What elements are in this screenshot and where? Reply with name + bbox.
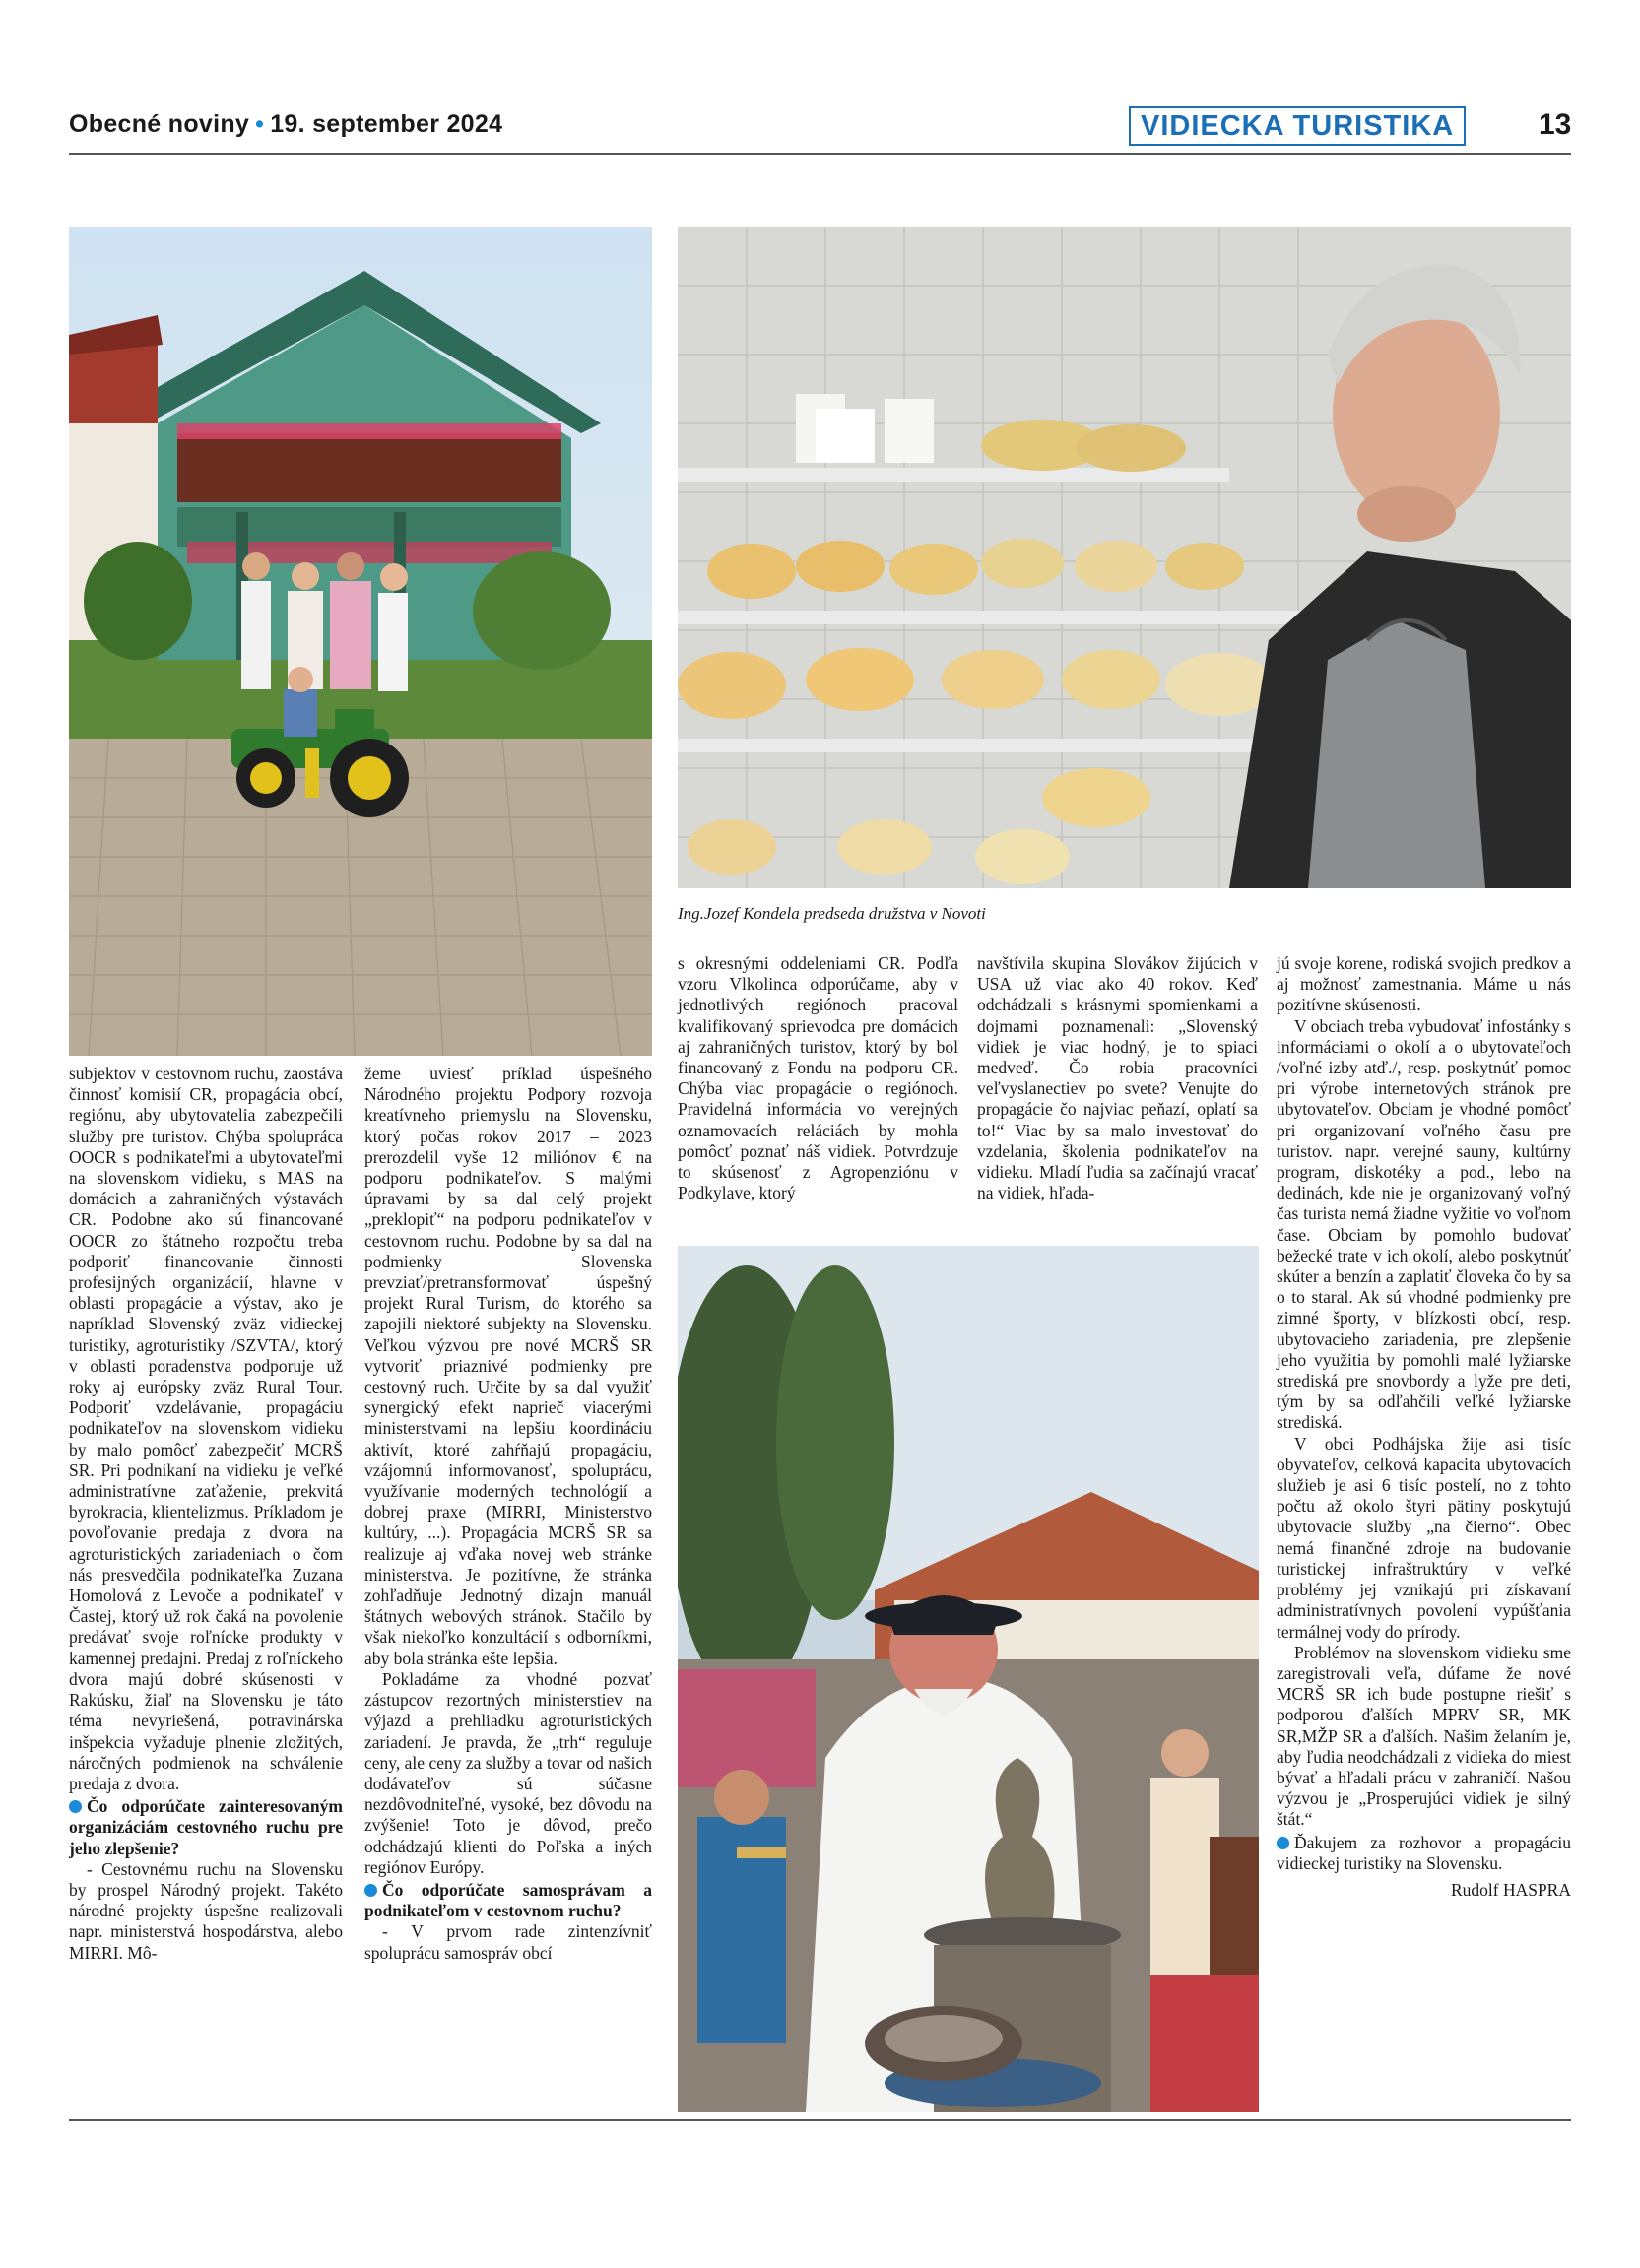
paragraph: - V prvom rade zintenzívniť spoluprácu samospráv obcí bbox=[364, 1921, 652, 1963]
publication-name: Obecné noviny bbox=[69, 110, 250, 138]
bullet-icon bbox=[364, 1884, 377, 1897]
interview-question: Čo odporúčate zainteresovaným organizáciám cestovného ruchu pre jeho zlepšenie? bbox=[69, 1796, 343, 1858]
page-header bbox=[69, 106, 1571, 146]
article-column-2 bbox=[364, 1064, 652, 1964]
paragraph: jú svoje korene, rodiská svojich predkov a aj možnosť zamestnania. Máme u nás pozitívne skúsenosti. bbox=[1277, 953, 1571, 1015]
paragraph: Problémov na slovenskom vidieku sme zaregistrovali veľa, dúfame že nové MCRŠ SR ich bude postupne riešiť s podporou ďalších MPRV SR, MK SR,MŽP SR a ďalších. Našim želaním je, aby ľudia neodchádzali z vidieka do miest bývať a hľadali prácu v zahraničí. Našou výzvou je „Prosperujúci vidiek je silný štát.“ bbox=[1277, 1642, 1571, 1830]
interview-question: Čo odporúčate samosprávam a podnikateľom v cestovnom ruchu? bbox=[364, 1879, 652, 1921]
article-column-4 bbox=[977, 953, 1258, 1203]
bullet-icon bbox=[1277, 1837, 1289, 1849]
cheese-photo bbox=[678, 227, 1571, 888]
paragraph: V obci Podhájska žije asi tisíc obyvateľov, celková kapacita ubytovacích služieb je asi 6 tisíc postelí, no z tohto počtu až okolo štyri pätiny poskytujú ubytovacie služby „na čierno“. Obec nemá finančné zdroje na budovanie turistickej infraštruktúry v veľké problémy jej vznikajú pri získavaní administratívnych povolení vypúšťania termálnej vody do prírody. bbox=[1277, 1433, 1571, 1642]
separator-dot: • bbox=[255, 110, 265, 138]
footer-rule bbox=[69, 2119, 1571, 2121]
paragraph: - Cestovnému ruchu na Slovensku by prospel Národný projekt. Takéto národné projekty úspešne realizovali napr. ministerstvá hospodárstva, alebo MIRRI. Mô- bbox=[69, 1858, 343, 1963]
bullet-icon bbox=[69, 1800, 82, 1813]
article-column-5 bbox=[1277, 953, 1571, 1901]
paragraph: Pokladáme za vhodné pozvať zástupcov rezortných ministerstiev na výjazd a prehliadku agroturistických zariadení. Je pravda, že „trh“ reguluje ceny, ale ceny za služby a tovar od našich dodávateľov sú súčasne nezdôvodniteľné, vysoké, bez dôvodu na zvýšenie! Toto je dôvod, prečo odchádzajú klienti do Poľska a iných regiónov Európy. bbox=[364, 1668, 652, 1877]
masthead bbox=[69, 110, 502, 139]
header-rule bbox=[69, 153, 1571, 155]
paragraph: V obciach treba vybudovať infostánky s informáciami o okolí a o ubytovateľoch /voľné izby atď./, resp. poskytnúť pomoc pri výrobe internetových stránok pre ubytovateľov. Obciam je vhodné pomôcť pri organizovaní voľného času pre turistov. napr. verejné sauny, kultúrny program, diskotéky a pod., lebo na dedinách, kde nie je organizovaný voľný čas turista nemá žiadne vyžitie vo voľnom čase. Obciam by pomohlo budovať bežecké trate v ich okolí, alebo poskytnúť skúter a benzín a zaplatiť človeka čo by sa o to staral. Ak sú vhodné podmienky pre zimné športy, v blízkosti obcí, resp. ubytovacieho zariadenia, pre zlepšenie jeho využitia by pomohli malé lyžiarske strediská pre snovbordy a lyže pre deti, tým by sa odľahčili veľké lyžiarske strediská. bbox=[1277, 1015, 1571, 1433]
potter-photo bbox=[678, 1246, 1259, 2112]
article-column-3 bbox=[678, 953, 958, 1203]
photo-caption: Ing.Jozef Kondela predseda družstva v Novoti bbox=[678, 904, 986, 923]
paragraph: žeme uviesť príklad úspešného Národného projektu Podpory rozvoja kreatívneho priemyslu na Slovensku, ktorý počas rokov 2017 – 2023 prerozdelil vyše 12 miliónov € na podporu podnikateľov. S malými úpravami by sa dal celý projekt „preklopiť“ na podporu podnikateľov v cestovnom ruchu. Podobne by sa dal na podmienky Slovenska prevziať/pretransformovať úspešný projekt Rural Turism, do ktorého sa zapojili niektoré subjekty na Slovensku. Veľkou výzvou pre nové MCRŠ SR vytvoriť priaznivé podmienky pre cestovný ruch. Určite by sa dal využiť synergický efekt naprieč viacerými ministerstvami na lepšiu koordináciu aktivít, ktoré zahŕňajú propagáciu, vzájomnú informovanosť, spoluprácu, využívanie moderných technológií a dobrej praxe (MIRRI, Ministerstvo kultúry, ...). Propagácia MCRŠ SR sa realizuje aj vďaka novej web stránke ministerstva. Je pozitívne, že stránka zohľadňuje Jednotný dizajn manuál štátnych webových stránok. Stačilo by však niekoľko konzultácií s odborníkmi, aby bola stránka ešte lepšia. bbox=[364, 1064, 652, 1668]
section-title: VIDIECKA TURISTIKA bbox=[1129, 106, 1466, 146]
article-column-1 bbox=[69, 1064, 343, 1964]
page-number: 13 bbox=[1539, 108, 1572, 141]
closing-remark: Ďakujem za rozhovor a propagáciu vidieckej turistiky na Slovensku. bbox=[1277, 1832, 1571, 1873]
author-name: Rudolf HASPRA bbox=[1450, 1879, 1571, 1900]
paragraph: s okresnými oddeleniami CR. Podľa vzoru Vlkolinca odporúčame, aby v jednotlivých regiónoch pracoval kvalifikovaný sprievodca pre domácich aj zahraničných turistov, ktorý by bol financovaný z Fondu na podporu CR. Chýba viac propagácie o regiónoch. Pravidelná informácia vo verejných oznamovacích reláciách by mohla pomôcť poznať náš vidiek. Potvrdzuje to skúsenosť z Agropenziónu v Podkylave, ktorý bbox=[678, 953, 958, 1203]
issue-date: 19. september 2024 bbox=[270, 110, 503, 138]
paragraph: subjektov v cestovnom ruchu, zaostáva činnosť komisií CR, propagácia obcí, regiónu, aby ubytovatelia zabezpečili služby pre turistov. Chýba spolupráca OOCR s podnikateľmi a ubytovateľmi na slovenskom vidieku, s MAS na domácich a zahraničných výstavách CR. Podobne ako sú financované OOCR zo štátneho rozpočtu treba podporiť financovanie činnosti profesijných organizácií, hlavne v oblasti propagácie a výstav, ako je napríklad Slovenský zväz vidieckej turistiky, agroturistiky /SZVTA/, ktorý v oblasti poradenstva podporuje už roky aj európsky zväz Rural Tour. Podporiť vzdelávanie, propagáciu podnikateľov na slovenskom vidieku by malo pomôcť zabezpečiť MCRŠ SR. Pri podnikaní na vidieku je veľké administratívne zaťaženie, prekvitá byrokracia, klientelizmus. Príkladom je povoľovanie predaja z dvora na agroturistických zariadeniach o čom nás presvedčila podnikateľka Zuzana Homolová z Levoče a podnikateľ v Častej, ktorý už rok čaká na povolenie predávať svoje roľnícke produkty v kamennej predajni. Predaj z roľníckeho dvora majú dobré skúsenosti v Rakúsku, žiaľ na Slovensku je táto téma nevyriešená, potravinárska inšpekcia vyžaduje plnenie zložitých, náročných podmienok na schválenie predaja z dvora. bbox=[69, 1064, 343, 1793]
farmhouse-photo bbox=[69, 227, 652, 1056]
paragraph: navštívila skupina Slovákov žijúcich v USA už viac ako 40 rokov. Keď odchádzali s krásnymi spomienkami a dojmami poznamenali: „Slovenský vidiek je viac hodný, je to spiaci medveď. Čo robia pracovníci veľvyslanectiev po svete? Venujte do propagácie čo najviac peňazí, oplatí sa to!“ Viac by sa malo investovať do vzdelania, školenia podnikateľov na vidieku. Mladí ľudia sa začínajú vracať na vidiek, hľada- bbox=[977, 953, 1258, 1203]
